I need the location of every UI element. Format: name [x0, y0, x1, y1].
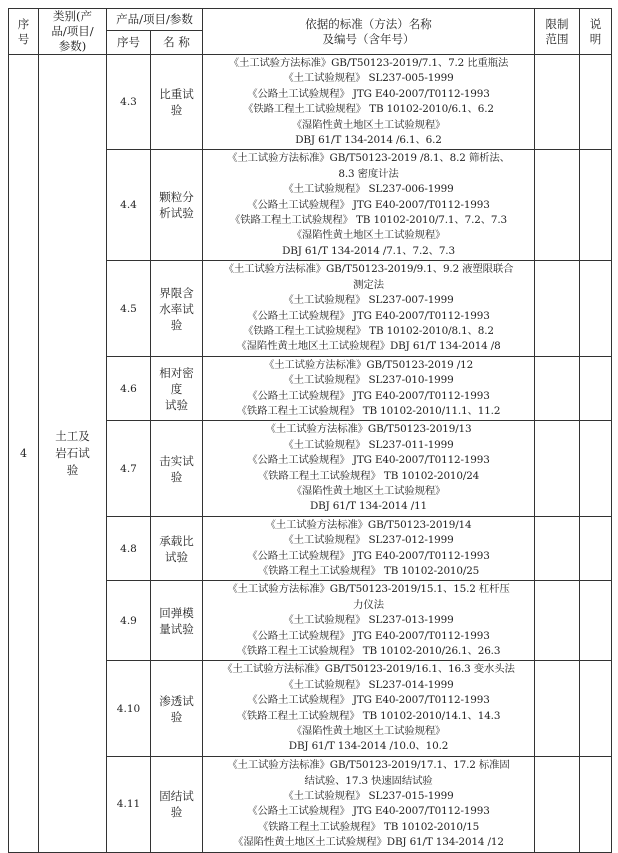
- item-code-cell: 4.5: [107, 261, 151, 356]
- limit-cell: [535, 661, 580, 756]
- item-code-cell: 4.11: [107, 756, 151, 852]
- note-cell: [580, 756, 612, 852]
- standard-line: DBJ 61/T 134-2014 /11: [309, 500, 428, 513]
- header-row-top: [9, 9, 612, 31]
- category-line: 岩石试: [55, 445, 90, 460]
- item-code-cell: 4.4: [107, 150, 151, 261]
- header-category: 类别(产 品/项目/ 参数): [39, 9, 107, 55]
- item-name-line: 界限含: [159, 285, 194, 300]
- standard-line: 《土工试验方法标准》GB/T50123-2019/13: [265, 423, 472, 436]
- standard-line: DBJ 61/T 134-2014 /6.1、6.2: [295, 134, 442, 147]
- standard-line: 《土工试验规程》 SL237-005-1999: [283, 72, 454, 85]
- standard-cell: [203, 261, 535, 356]
- standard-line: 《公路土工试验规程》 JTG E40-2007/T0112-1993: [247, 309, 490, 322]
- standard-line: 《公路土工试验规程》 JTG E40-2007/T0112-1993: [247, 805, 490, 818]
- item-name-line: 比重试: [159, 87, 194, 102]
- note-cell: [580, 581, 612, 661]
- item-name-cell: [151, 356, 203, 421]
- item-name-line: 承载比: [159, 533, 194, 548]
- limit-cell: [535, 756, 580, 852]
- standard-line: 力仪法: [353, 598, 384, 611]
- item-name-cell: [151, 55, 203, 150]
- standard-line: 《土工试验规程》 SL237-010-1999: [283, 374, 454, 387]
- note-cell: [580, 150, 612, 261]
- standard-line: 《公路土工试验规程》 JTG E40-2007/T0112-1993: [247, 454, 490, 467]
- header-item-name: 名 称: [151, 31, 203, 55]
- note-cell: [580, 516, 612, 581]
- standard-line: 《铁路工程土工试验规程》 TB 10102-2010/15: [257, 820, 480, 833]
- standard-cell: [203, 661, 535, 756]
- note-cell: [580, 421, 612, 516]
- standard-line: 《铁路工程土工试验规程》 TB 10102-2010/11.1、11.2: [236, 404, 501, 417]
- standard-line: 《公路土工试验规程》 JTG E40-2007/T0112-1993: [247, 389, 490, 402]
- item-name-line: 验: [170, 317, 183, 332]
- item-name-line: 相对密: [159, 365, 194, 380]
- standard-line: DBJ 61/T 134-2014 /7.1、7.2、7.3: [282, 244, 455, 257]
- standard-line: 《土工试验规程》 SL237-011-1999: [283, 438, 454, 451]
- standard-line: 《土工试验规程》 SL237-014-1999: [283, 678, 454, 691]
- standard-line: 《公路土工试验规程》 JTG E40-2007/T0112-1993: [247, 694, 490, 707]
- item-name-line: 渗透试: [159, 693, 194, 708]
- item-name-line: 颗粒分: [159, 190, 194, 205]
- limit-cell: [535, 150, 580, 261]
- standard-line: 《土工试验方法标准》GB/T50123-2019/14: [265, 518, 472, 531]
- item-name-cell: [151, 261, 203, 356]
- header-item-no: 序号: [107, 31, 151, 55]
- item-name-line: 验: [170, 469, 183, 484]
- standard-line: 《铁路工程土工试验规程》 TB 10102-2010/26.1、26.3: [236, 645, 501, 658]
- item-code-cell: 4.7: [107, 421, 151, 516]
- item-name-line: 量试验: [159, 621, 194, 636]
- header-limit: 限制 范围: [535, 9, 580, 55]
- item-name-cell: [151, 661, 203, 756]
- standard-line: 《土工试验方法标准》GB/T50123-2019 /12: [263, 358, 474, 371]
- standard-line: 《土工试验方法标准》GB/T50123-2019/15.1、15.2 杠杆压: [227, 583, 510, 596]
- standard-cell: [203, 516, 535, 581]
- item-name-line: 试验: [165, 397, 188, 412]
- standard-line: 8.3 密度计法: [338, 167, 399, 180]
- table-body: [9, 55, 612, 853]
- limit-cell: [535, 261, 580, 356]
- item-code-cell: 4.6: [107, 356, 151, 421]
- standard-cell: [203, 356, 535, 421]
- standard-line: 《铁路工程土工试验规程》 TB 10102-2010/8.1、8.2: [243, 324, 494, 337]
- item-code-cell: 4.9: [107, 581, 151, 661]
- standard-line: 《土工试验规程》 SL237-012-1999: [283, 534, 454, 547]
- standard-line: 《土工试验方法标准》GB/T50123-2019/17.1、17.2 标准固: [227, 759, 510, 772]
- item-name-cell: [151, 581, 203, 661]
- standard-cell: [203, 421, 535, 516]
- group-seq-cell: 4: [9, 55, 39, 853]
- item-name-line: 验: [170, 103, 183, 118]
- standard-line: 《土工试验规程》 SL237-007-1999: [283, 294, 454, 307]
- category-line: 土工及: [55, 428, 90, 443]
- standard-line: 《湿陷性黄土地区土工试验规程》DBJ 61/T 134-2014 /12: [233, 836, 504, 849]
- item-name-cell: [151, 150, 203, 261]
- standard-line: 《铁路工程土工试验规程》 TB 10102-2010/25: [257, 565, 480, 577]
- standard-line: 《铁路工程土工试验规程》 TB 10102-2010/14.1、14.3: [236, 709, 501, 722]
- note-cell: [580, 356, 612, 421]
- standard-line: 《湿陷性黄土地区土工试验规程》: [291, 229, 446, 242]
- standard-line: 结试验、17.3 快速固结试验: [304, 774, 433, 787]
- category-line: 验: [66, 462, 79, 477]
- item-name-line: 回弹模: [159, 605, 194, 620]
- standard-line: DBJ 61/T 134-2014 /10.0、10.2: [288, 740, 449, 753]
- standard-line: 《铁路工程土工试验规程》 TB 10102-2010/24: [257, 469, 480, 482]
- standard-cell: [203, 756, 535, 852]
- item-code-cell: 4.3: [107, 55, 151, 150]
- standard-line: 《土工试验规程》 SL237-015-1999: [283, 789, 454, 802]
- item-name-line: 验: [170, 805, 183, 820]
- standard-line: 《公路土工试验规程》 JTG E40-2007/T0112-1993: [247, 629, 490, 642]
- standard-cell: [203, 55, 535, 150]
- header-note: 说 明: [580, 9, 612, 55]
- item-name-line: 水率试: [159, 301, 194, 316]
- note-cell: [580, 55, 612, 150]
- standard-line: 《公路土工试验规程》 JTG E40-2007/T0112-1993: [247, 198, 490, 211]
- header-seq: 序 号: [9, 9, 39, 55]
- standard-line: 《湿陷性黄土地区土工试验规程》: [291, 118, 446, 131]
- standard-line: 《土工试验方法标准》GB/T50123-2019 /8.1、8.2 筛析法、: [227, 152, 510, 165]
- standard-line: 《土工试验方法标准》GB/T50123-2019/7.1、7.2 比重瓶法: [228, 57, 509, 69]
- item-name-cell: [151, 516, 203, 581]
- standard-cell: [203, 150, 535, 261]
- item-code-cell: 4.10: [107, 661, 151, 756]
- standard-line: 测定法: [353, 278, 384, 291]
- standard-line: 《湿陷性黄土地区土工试验规程》: [291, 725, 446, 738]
- standard-line: 《土工试验方法标准》GB/T50123-2019/16.1、16.3 变水头法: [222, 663, 515, 676]
- header-group: 产品/项目/参数: [107, 9, 203, 31]
- item-name-cell: [151, 421, 203, 516]
- limit-cell: [535, 516, 580, 581]
- item-name-line: 试验: [165, 549, 188, 564]
- item-code-cell: 4.8: [107, 516, 151, 581]
- limit-cell: [535, 55, 580, 150]
- note-cell: [580, 261, 612, 356]
- standard-line: 《湿陷性黄土地区土工试验规程》: [291, 484, 446, 497]
- standard-line: 《公路土工试验规程》 JTG E40-2007/T0112-1993: [247, 87, 490, 100]
- standards-table-page: [8, 8, 611, 853]
- limit-cell: [535, 581, 580, 661]
- limit-cell: [535, 356, 580, 421]
- table-row: [9, 55, 612, 150]
- note-cell: [580, 661, 612, 756]
- item-name-line: 度: [170, 381, 183, 396]
- standards-table: [8, 8, 612, 853]
- limit-cell: [535, 421, 580, 516]
- standard-line: 《公路土工试验规程》 JTG E40-2007/T0112-1993: [247, 549, 490, 562]
- standard-line: 《铁路工程土工试验规程》 TB 10102-2010/6.1、6.2: [243, 103, 494, 116]
- group-category-cell: [39, 55, 107, 853]
- standard-cell: [203, 581, 535, 661]
- standard-line: 《铁路工程土工试验规程》 TB 10102-2010/7.1、7.2、7.3: [229, 214, 508, 227]
- item-name-cell: [151, 756, 203, 852]
- standard-line: 《湿陷性黄土地区土工试验规程》DBJ 61/T 134-2014 /8: [236, 340, 501, 353]
- item-name-line: 固结试: [159, 789, 194, 804]
- item-name-line: 验: [170, 709, 183, 724]
- standard-line: 《土工试验规程》 SL237-013-1999: [283, 614, 454, 627]
- header-standard: 依据的标准（方法）名称 及编号（含年号）: [203, 9, 535, 55]
- item-name-line: 击实试: [159, 453, 194, 468]
- standard-line: 《土工试验方法标准》GB/T50123-2019/9.1、9.2 液塑限联合: [223, 263, 514, 276]
- item-name-line: 析试验: [159, 206, 194, 221]
- standard-line: 《土工试验规程》 SL237-006-1999: [283, 183, 454, 196]
